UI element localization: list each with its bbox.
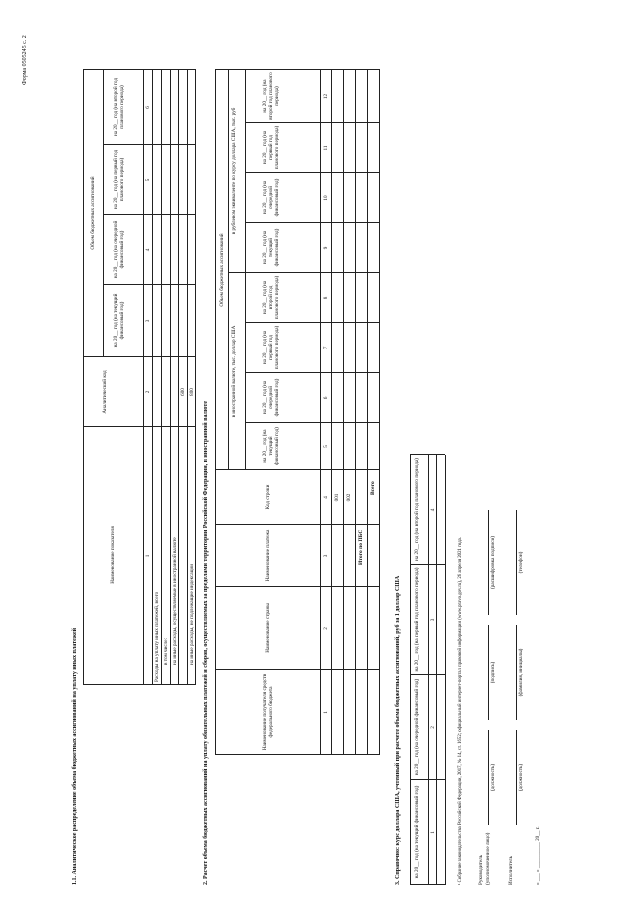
section-2-colnum: 12 — [323, 93, 329, 100]
section-1-row-code: 600 — [180, 388, 186, 396]
section-2-header-y-next: на 20__ год (на очередной финансовый год) — [262, 378, 280, 417]
section-1-colnum: 5 — [145, 178, 151, 182]
section-1-colnum: 1 — [145, 554, 151, 558]
section-1-row-name: Расходы на уплату иных платежей, всего — [154, 591, 160, 682]
section-1-title: 1.1. Аналитическое распределение объема бюджетных ассигнований на уплату иных платежей — [72, 627, 78, 885]
section-1-header-name: Наименование показателя — [110, 526, 116, 584]
section-1-header-plan2: на 20__ год (на второй год планового периода) — [113, 78, 125, 136]
head-decoding-caption: (расшифровка подписи) — [490, 536, 496, 589]
section-2-colnum: 4 — [323, 496, 329, 499]
section-2-colnum: 9 — [323, 246, 329, 250]
signature-date: « ___ » __________ 20__ г. — [535, 826, 541, 885]
section-3-colnum: 4 — [430, 508, 436, 512]
section-2-colnum: 1 — [323, 711, 329, 714]
section-2-header-volume: Объем бюджетных ассигнований — [219, 233, 225, 307]
head-position-caption: (должность) — [490, 763, 496, 792]
executor-phone-line — [516, 510, 517, 615]
section-2-header-rub: в рублевом эквиваленте по курсу доллара США, тыс. руб — [231, 107, 237, 235]
section-1-row-name: в том числе: — [163, 637, 169, 665]
section-2-header-y-plan2-rub: на 20__ год (на второй год планового периода) — [262, 72, 280, 120]
section-2-total-all: Всего — [370, 481, 376, 495]
section-2-colnum: 3 — [323, 554, 329, 558]
section-3-colnum: 3 — [430, 618, 436, 622]
section-1-row-code: 800 — [189, 388, 195, 396]
section-2-header-y-plan1: на 20__ год (на первый год планового периода) — [262, 325, 280, 370]
head-signature-caption: (подпись) — [490, 661, 496, 684]
section-2-colnum: 2 — [323, 627, 329, 630]
section-3-header: на 20__ год (на очередной финансовый год) — [414, 678, 420, 776]
section-1-header-code: Аналитический код — [102, 370, 108, 414]
section-3-header: на 20__ год (на текущий финансовый год) — [414, 785, 420, 879]
section-2-header-row-code: Код строки — [265, 484, 271, 510]
section-1-colnum: 3 — [145, 319, 151, 323]
section-3-header: на 20__ год (на первый год планового периода) — [414, 567, 420, 672]
footnote: ¹ Собрание законодательства Российской Федерации, 2017, № 14, ст. 1652; официальный интернет-портал правовой информации (www.pravo.gov.ru), 26 апреля 2021 года. — [458, 537, 463, 885]
head-label: Руководитель — [478, 854, 484, 885]
form-code: Форма 0505245 с. 2 — [22, 35, 28, 85]
section-1-header-volume: Объем бюджетных ассигнований — [90, 176, 96, 250]
section-3-title: 3. Справочно: курс доллара США, учтенный при расчете объема бюджетных ассигнований, руб за 1 доллар США — [395, 575, 401, 885]
head-decoding-line — [488, 510, 489, 615]
section-3-colnum: 1 — [430, 831, 436, 834]
executor-position-line — [516, 730, 517, 825]
section-2-header-y-plan2: на 20__ год (на второй год планового периода) — [262, 275, 280, 320]
section-1-header-current: на 20__ год (на текущий финансовый год) — [113, 293, 125, 348]
section-2-header-y-next-rub: на 20__ год (на очередной финансовый год) — [262, 178, 280, 217]
section-1-colnum: 2 — [145, 390, 151, 394]
section-2-colnum: 11 — [323, 145, 329, 151]
section-1-colnum: 4 — [145, 248, 151, 252]
section-2-row-code: 002 — [346, 493, 352, 502]
section-2-colnum: 10 — [323, 195, 329, 201]
section-2-colnum: 8 — [323, 296, 329, 300]
section-2-header-y-plan1-rub: на 20__ год (на первый год планового периода) — [262, 125, 280, 170]
section-2-row-code: 001 — [334, 493, 340, 502]
section-2-colnum: 5 — [323, 445, 329, 448]
section-3-colnum: 2 — [430, 726, 436, 729]
section-1-header-next: на 20__ год (на очередной финансовый год) — [113, 220, 125, 279]
executor-position-caption: (должность) — [518, 763, 524, 792]
section-2-title: 2. Расчет объема бюджетных ассигнований на уплату обязательных платежей и сборов, осуществляемых за пределами территории Российской Федерации, в иностранной валюте — [203, 400, 209, 885]
section-2-header-country: Наименование страны — [265, 603, 271, 653]
section-2-header-foreign: в иностранной валюте, тыс. доллар США — [231, 325, 237, 418]
section-1-row-name: на иные расходы, не подлежащие индексации — [189, 564, 195, 665]
executor-label: Исполнитель — [508, 855, 514, 885]
head-signature-line — [488, 625, 489, 720]
executor-fio-caption: (фамилия, инициалы) — [518, 648, 524, 697]
section-1-colnum: 6 — [145, 106, 151, 109]
section-1-row-name: на иные расходы, осуществляемые в иностранной валюте — [172, 537, 178, 665]
executor-phone-caption: (телефон) — [518, 551, 524, 574]
head-position-line — [488, 730, 489, 825]
section-2-header-y-current-rub: на 20__ год (на текущий финансовый год) — [262, 228, 280, 267]
section-2-total-pbs: Итого по ПБС — [358, 529, 364, 565]
section-2-header-y-current: на 20__ год (на текущий финансовый год) — [262, 427, 280, 465]
executor-fio-line — [516, 625, 517, 720]
head-sub: (уполномоченное лицо) — [485, 832, 491, 885]
section-1-header-plan1: на 20__ год (на первый год планового периода) — [113, 149, 125, 210]
section-2-header-recipient: Наименование получателя средств федерального бюджета — [262, 673, 274, 751]
section-2-colnum: 6 — [323, 396, 329, 400]
section-3-header: на 20__ год (на второй год планового периода) — [414, 458, 420, 561]
section-2-colnum: 7 — [323, 346, 329, 350]
section-2-header-payment: Наименование платежа — [265, 529, 271, 582]
